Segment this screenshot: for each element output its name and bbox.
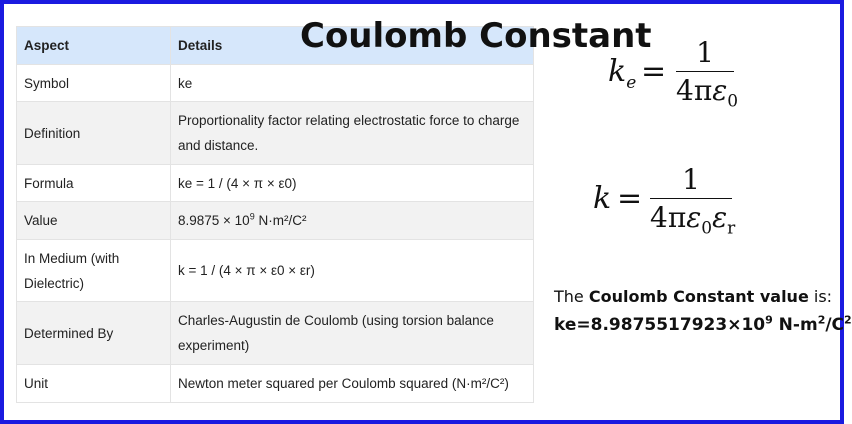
table-row <box>17 65 534 102</box>
formula-k-lhs: k <box>593 181 612 216</box>
header-aspect: Aspect <box>17 27 171 65</box>
table-row <box>17 102 534 165</box>
row-aspect: Unit <box>17 365 171 403</box>
row-aspect: Determined By <box>17 302 171 365</box>
row-details: k = 1 / (4 × π × ε0 × εr) <box>171 240 534 302</box>
row-aspect: Value <box>17 202 171 240</box>
fraction-bar <box>676 71 734 72</box>
row-aspect: Formula <box>17 165 171 202</box>
row-aspect: Definition <box>17 102 171 165</box>
row-details: ke <box>171 65 534 102</box>
table-row <box>17 165 534 202</box>
value-unit: N·m²/C² <box>254 213 307 228</box>
value-exponent: 9 <box>249 211 255 222</box>
statement-value: $ke=8.9875517923\times 10^9$ $N-m^2/C^2$ <box>554 313 852 335</box>
formula-ke-denominator: $4\pi\varepsilon_0$ <box>676 74 739 112</box>
table-row <box>17 240 534 302</box>
page-title: Coulomb Constant <box>300 16 652 56</box>
constant-statement <box>554 282 852 340</box>
statement-line: The Coulomb Constant value is: <box>554 287 833 306</box>
formula-k-equals: = <box>617 181 643 216</box>
formula-ke-lhs: $k_e$ <box>608 54 637 93</box>
fraction-bar <box>650 198 732 199</box>
row-details: Charles-Augustin de Coulomb (using torsion balance experiment) <box>171 302 534 365</box>
value-mantissa: 8.9875 × 10 <box>178 213 250 228</box>
row-details: ke = 1 / (4 × π × ε0) <box>171 165 534 202</box>
formula-ke-equals: = <box>641 54 667 89</box>
formula-ke-fraction <box>676 36 739 112</box>
row-details <box>171 202 534 240</box>
table-row <box>17 365 534 403</box>
row-details: Proportionality factor relating electrostatic force to charge and distance. <box>171 102 534 165</box>
row-details: Newton meter squared per Coulomb squared (N·m²/C²) <box>171 365 534 403</box>
formula-k-denominator: $4\pi\varepsilon_0\varepsilon_r$ <box>650 201 736 239</box>
formula-ke-numerator: 1 <box>696 36 714 69</box>
row-aspect: Symbol <box>17 65 171 102</box>
table-row <box>17 302 534 365</box>
table-row <box>17 202 534 240</box>
formula-k-fraction <box>650 163 736 239</box>
formula-k-numerator: 1 <box>682 163 700 196</box>
coulomb-info-table <box>16 26 534 403</box>
header-details: Details <box>171 27 534 65</box>
row-aspect: In Medium (with Dielectric) <box>17 240 171 302</box>
